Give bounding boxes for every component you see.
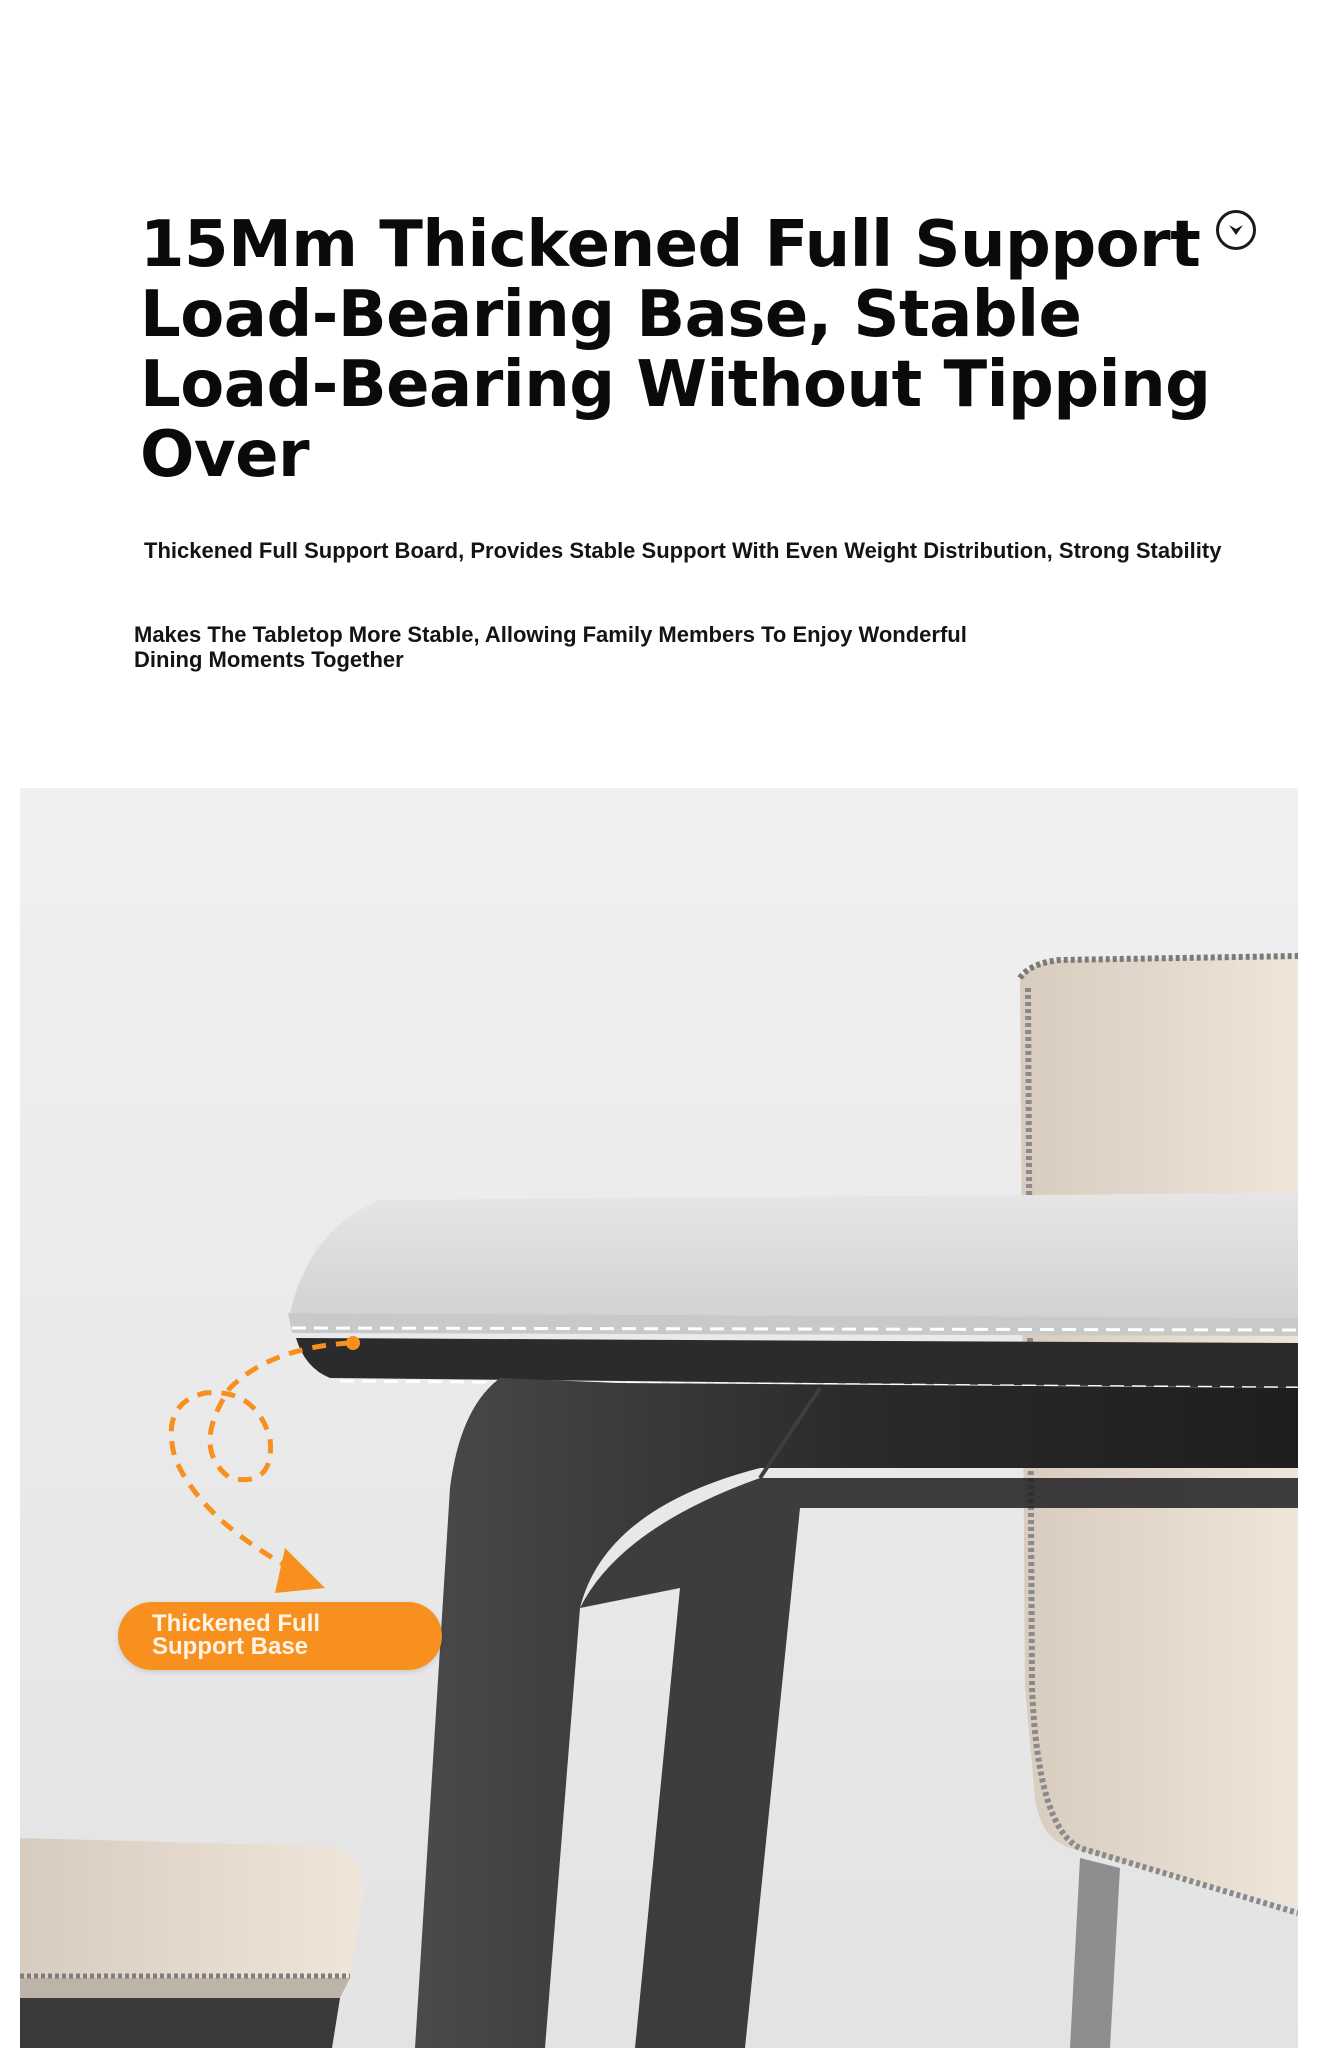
page-title <box>140 210 1220 490</box>
callout-line-1: Thickened Full <box>152 1610 321 1637</box>
description-paragraph <box>134 622 1014 672</box>
chevron-down-circle-icon <box>1225 219 1247 241</box>
title-line-3: Load-Bearing Without Tipping Over <box>140 348 1211 492</box>
description-line-2b: Dining Moments Together <box>134 647 404 672</box>
description-line-1: Thickened Full Support Board, Provides Stable Support With Even Weight Distribution, Strong Stability <box>144 538 1222 563</box>
table-top <box>288 1193 1298 1388</box>
callout-line-2: Support Base <box>152 1633 309 1660</box>
title-line-1: 15Mm Thickened Full Support <box>140 208 1201 282</box>
chair-left <box>20 1838 362 2048</box>
callout-label <box>152 1612 432 1658</box>
product-photo <box>20 788 1298 2048</box>
description-line-2a: Makes The Tabletop More Stable, Allowing Family Members To Enjoy Wonderful <box>134 622 967 647</box>
expand-button[interactable] <box>1216 210 1256 250</box>
callout-dot <box>346 1336 360 1350</box>
title-line-2: Load-Bearing Base, Stable <box>140 278 1082 352</box>
